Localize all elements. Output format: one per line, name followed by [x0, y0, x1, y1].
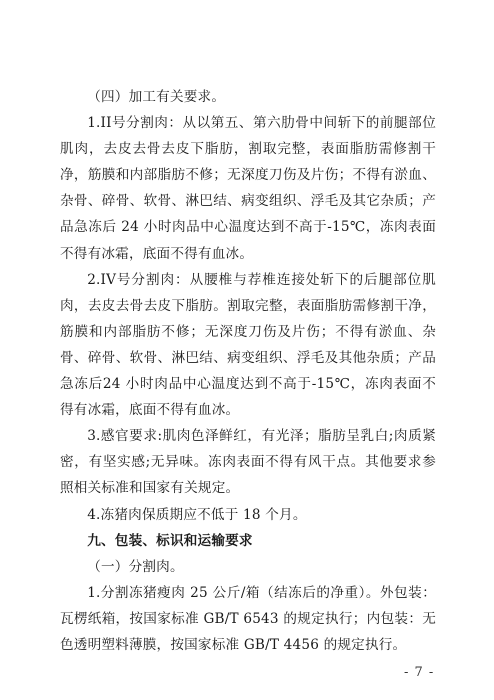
page-number: - 7 - — [404, 665, 435, 680]
document-body — [60, 84, 436, 658]
paragraph-packaging-1: 1.分割冻猪瘦肉 25 公斤/箱（结冻后的净重）。外包装：瓦楞纸箱，按国家标准 GB/T 6543 的规定执行；内包装：无色透明塑料薄膜，按国家标准 GB/T 4456 的规定执行。 — [60, 584, 436, 653]
paragraph-item-1: 1.II号分割肉：从以第五、第六肋骨中间斩下的前腿部位肌肉，去皮去骨去皮下脂肪，割取完整，表面脂肪需修割干净，筋膜和内部脂肪不修；无深度刀伤及片伤；不得有淤血、杂骨、碎骨、软骨、淋巴结、病变组织、浮毛及其它杂质；产品急冻后 24 小时肉品中心温度达到不高于-15℃，冻肉表面不得有冰霜，底面不得有血冰。 — [60, 115, 436, 262]
subsection-heading-cut-meat: （一）分割肉。 — [87, 558, 184, 575]
paragraph-item-4: 4.冻猪肉保质期应不低于 18 个月。 — [87, 506, 307, 523]
section-heading-packaging: 九、包装、标识和运输要求 — [87, 532, 253, 549]
subsection-heading-processing: （四）加工有关要求。 — [87, 89, 226, 105]
paragraph-item-2: 2.IV号分割肉：从腰椎与荐椎连接处斩下的后腿部位肌肉，去皮去骨去皮下脂肪。割取完整，表面脂肪需修割干净，筋膜和内部脂肪不修；无深度刀伤及片伤；不得有淤血、杂骨、碎骨、软骨、淋巴结、病变组织、浮毛及其他杂质；产品急冻后24 小时肉品中心温度达到不高于-15℃，冻肉表面不得有冰霜，底面不得有血冰。 — [60, 271, 436, 419]
paragraph-item-3: 3.感官要求:肌肉色泽鲜红，有光泽；脂肪呈乳白;肉质紧密，有坚实感;无异味。冻肉表面不得有风干点。其他要求参照相关标准和国家有关规定。 — [60, 428, 436, 497]
